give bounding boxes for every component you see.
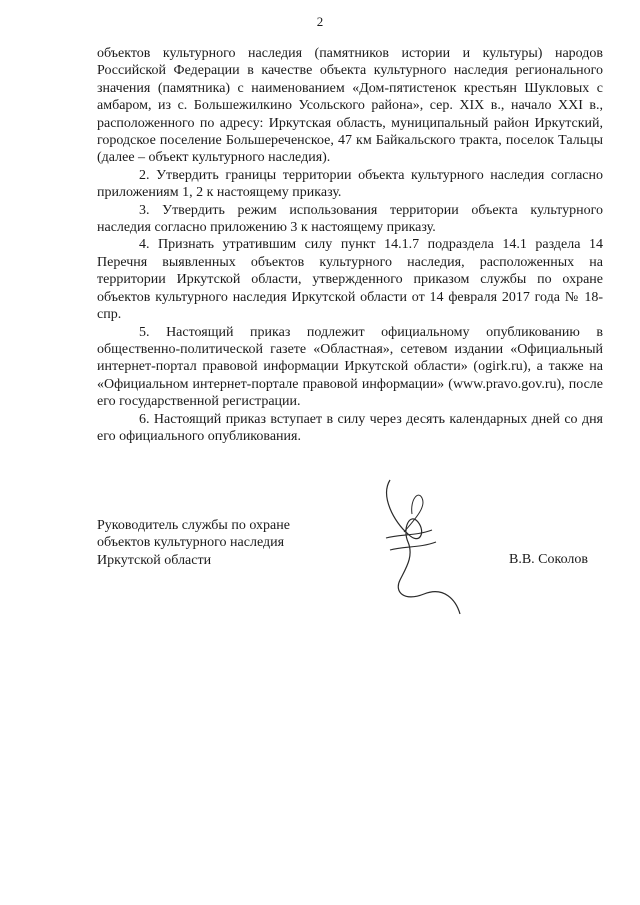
document-body — [97, 45, 603, 445]
paragraph-continuation: объектов культурного наследия (памятников истории и культуры) народов Российской Федерации в качестве объекта культурного наследия регионального значения (памятника) с наименованием «Дом-пятистенок крестьян Шукловых с амбаром, из с. Большежилкино Усольского района», сер. XIX в., начало XXI в., расположенного по адресу: Иркутская область, муниципальный район Иркутский, городское поселение Большереченское, 47 км Байкальского тракта, поселок Тальцы (далее – объект культурного наследия). — [97, 46, 603, 166]
position-line: Иркутской области — [97, 552, 212, 568]
position-line: Руководитель службы по охране — [97, 518, 290, 533]
position-line: объектов культурного наследия — [97, 535, 285, 551]
paragraph-item-5: 5. Настоящий приказ подлежит официальному опубликованию в общественно-политической газете «Областная», сетевом издании «Официальный интернет-портал правовой информации Иркутской области» (ogirk.ru), а также на «Официальном интернет-портале правовой информации» (www.pravo.gov.ru), после его государственной регистрации. — [97, 324, 603, 410]
handwritten-signature — [360, 476, 470, 616]
paragraph-item-6: 6. Настоящий приказ вступает в силу через десять календарных дней со дня его официального опубликования. — [97, 411, 603, 444]
paragraph-item-2: 2. Утвердить границы территории объекта культурного наследия согласно приложениям 1, 2 к настоящему приказу. — [97, 167, 603, 201]
paragraph-item-3: 3. Утвердить режим использования территории объекта культурного наследия согласно приложению 3 к настоящему приказу. — [97, 202, 603, 236]
signatory-position — [97, 517, 290, 569]
paragraph-item-4: 4. Признать утратившим силу пункт 14.1.7 подраздела 14.1 раздела 14 Перечня выявленных объектов культурного наследия, расположенных на территории Иркутской области, утвержденного приказом службы по охране объектов культурного наследия Иркутской области от 14 февраля 2017 года № 18-спр. — [97, 237, 603, 323]
page-number: 2 — [316, 14, 324, 29]
signatory-name: В.В. Соколов — [509, 552, 589, 567]
